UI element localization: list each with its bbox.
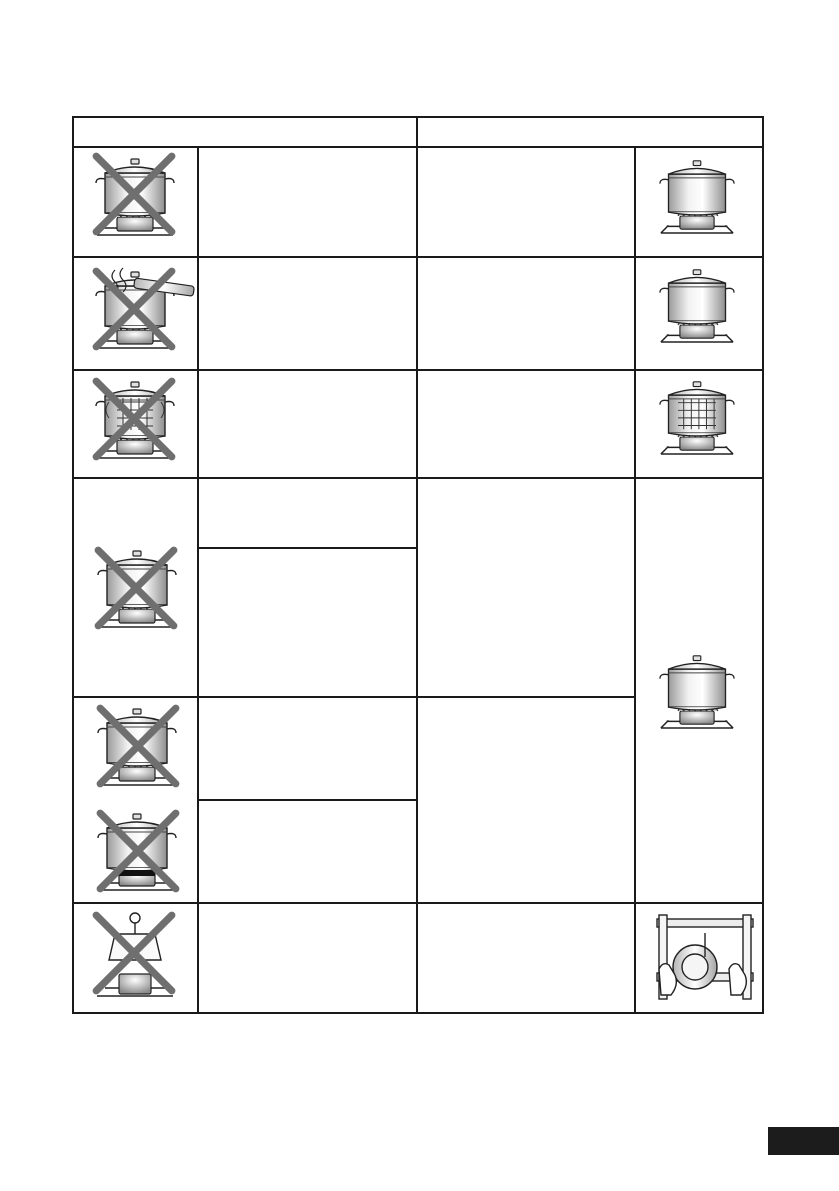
- table-grid: [73, 117, 763, 1013]
- pot-off-center-crossed-icon: [98, 550, 176, 627]
- pot-on-burner-crossed-icon: [96, 156, 174, 235]
- pot-centered-on-burner-icon: [660, 656, 734, 728]
- pot-on-wrong-burner-crossed-icon: [98, 708, 176, 785]
- pot-on-low-flame-crossed-icon: [98, 813, 176, 890]
- hands-placing-pan-support-icon: [657, 915, 753, 999]
- pot-flames-around-sides-crossed-icon: [96, 381, 174, 458]
- pot-on-burner-icon: [660, 161, 734, 233]
- steaming-uncovered-pot-crossed-icon: [96, 268, 194, 348]
- page-number-tab: [768, 1127, 839, 1155]
- pot-flames-under-base-icon: [660, 382, 734, 454]
- pressure-cooker-on-burner-crossed-icon: [96, 913, 173, 996]
- covered-pot-on-burner-icon: [660, 270, 734, 342]
